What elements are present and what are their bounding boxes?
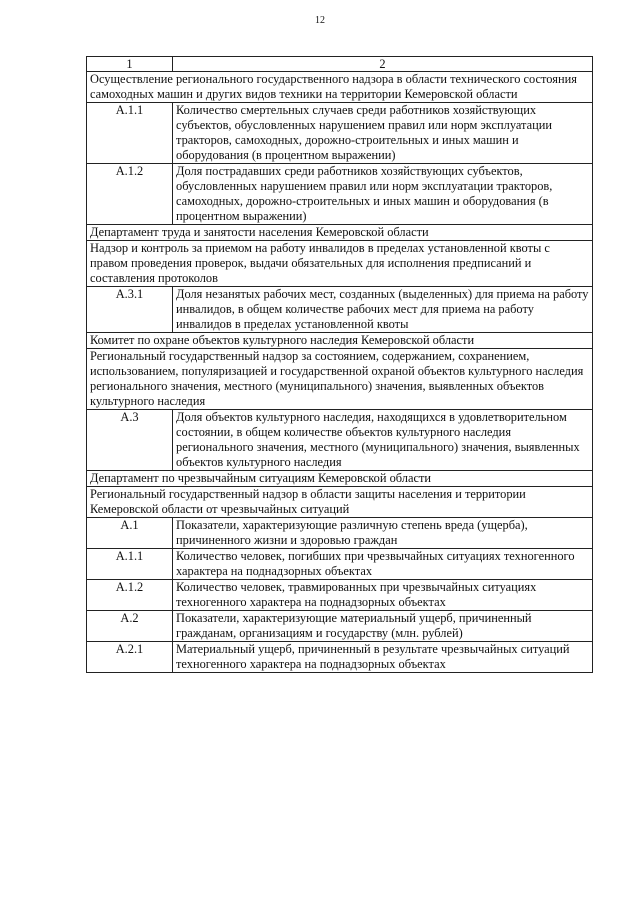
indicator-row — [87, 287, 593, 333]
indicator-code: А.2 — [87, 611, 173, 642]
section-row — [87, 333, 593, 349]
indicator-code: А.1.2 — [87, 164, 173, 225]
indicator-row — [87, 164, 593, 225]
page-number: 12 — [315, 15, 325, 26]
section-title: Региональный государственный надзор за состоянием, содержанием, сохранением, использованием, популяризацией и государственной охраной объектов культурного наследия регионального значения, местного (муниципального) значения, выявленных объектов культурного наследия — [87, 349, 593, 410]
indicator-description: Количество смертельных случаев среди работников хозяйствующих субъектов, обусловленных нарушением правил или норм эксплуатации тракторов, самоходных, дорожно-строительных и иных машин и оборудования (в процентном выражении) — [173, 103, 593, 164]
indicator-row — [87, 580, 593, 611]
indicator-description: Количество человек, травмированных при чрезвычайных ситуациях техногенного характера на поднадзорных объектах — [173, 580, 593, 611]
section-title: Региональный государственный надзор в области защиты населения и территории Кемеровской области от чрезвычайных ситуаций — [87, 487, 593, 518]
section-row — [87, 471, 593, 487]
indicator-row — [87, 549, 593, 580]
indicator-code: А.3 — [87, 410, 173, 471]
column-header-2: 2 — [173, 57, 593, 72]
indicator-code: А.1 — [87, 518, 173, 549]
indicator-code: А.3.1 — [87, 287, 173, 333]
indicator-description: Показатели, характеризующие различную степень вреда (ущерба), причиненного жизни и здоровью граждан — [173, 518, 593, 549]
indicators-table — [86, 56, 593, 673]
section-row — [87, 72, 593, 103]
indicator-row — [87, 518, 593, 549]
indicator-code: А.2.1 — [87, 642, 173, 673]
indicator-row — [87, 611, 593, 642]
indicator-row — [87, 642, 593, 673]
section-row — [87, 487, 593, 518]
indicator-description: Доля незанятых рабочих мест, созданных (выделенных) для приема на работу инвалидов, в общем количестве рабочих мест для приема на работу инвалидов в пределах установленной квоты — [173, 287, 593, 333]
indicator-description: Материальный ущерб, причиненный в результате чрезвычайных ситуаций техногенного характера на поднадзорных объектах — [173, 642, 593, 673]
table-header-row — [87, 57, 593, 72]
indicator-code: А.1.1 — [87, 103, 173, 164]
section-title: Комитет по охране объектов культурного наследия Кемеровской области — [87, 333, 593, 349]
section-title: Департамент по чрезвычайным ситуациям Кемеровской области — [87, 471, 593, 487]
indicator-code: А.1.1 — [87, 549, 173, 580]
column-header-1: 1 — [87, 57, 173, 72]
indicator-code: А.1.2 — [87, 580, 173, 611]
indicator-description: Количество человек, погибших при чрезвычайных ситуациях техногенного характера на поднадзорных объектах — [173, 549, 593, 580]
section-row — [87, 349, 593, 410]
section-title: Осуществление регионального государственного надзора в области технического состояния самоходных машин и других видов техники на территории Кемеровской области — [87, 72, 593, 103]
section-title: Департамент труда и занятости населения Кемеровской области — [87, 225, 593, 241]
section-row — [87, 241, 593, 287]
section-row — [87, 225, 593, 241]
section-title: Надзор и контроль за приемом на работу инвалидов в пределах установленной квоты с правом проведения проверок, выдачи обязательных для исполнения предписаний и составления протоколов — [87, 241, 593, 287]
indicator-description: Доля объектов культурного наследия, находящихся в удовлетворительном состоянии, в общем количестве объектов культурного наследия регионального значения, местного (муниципального) значения, выявленных объектов культурного наследия — [173, 410, 593, 471]
indicator-row — [87, 410, 593, 471]
indicator-description: Доля пострадавших среди работников хозяйствующих субъектов, обусловленных нарушением правил или норм эксплуатации тракторов, самоходных, дорожно-строительных и иных машин и оборудования (в процентном выражении) — [173, 164, 593, 225]
indicator-description: Показатели, характеризующие материальный ущерб, причиненный гражданам, организациям и государству (млн. рублей) — [173, 611, 593, 642]
indicator-row — [87, 103, 593, 164]
